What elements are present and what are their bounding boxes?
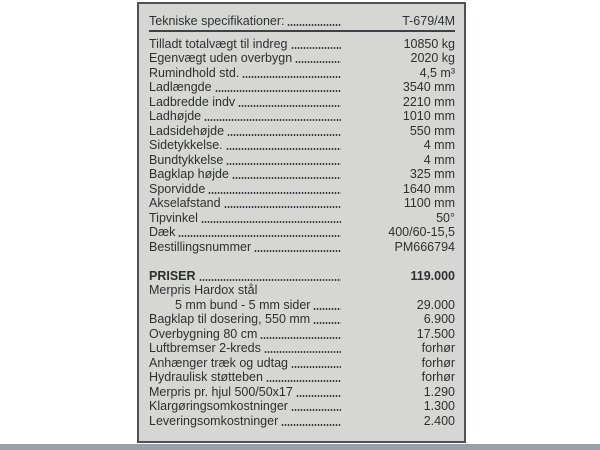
row-label: Merpris pr. hjul 500/50x17 <box>149 384 293 399</box>
table-row <box>149 413 455 428</box>
row-label-wrap <box>149 298 342 312</box>
dotted-leader <box>291 409 341 411</box>
dotted-leader <box>204 119 341 121</box>
dotted-leader <box>266 380 341 382</box>
dotted-leader <box>227 134 341 136</box>
row-label: Sporvidde <box>149 181 206 196</box>
dotted-leader <box>201 221 341 223</box>
row-label: Ladhøjde <box>149 109 202 123</box>
dotted-leader <box>208 192 341 194</box>
row-value: 1.290 <box>423 384 455 399</box>
row-value: 1010 mm <box>402 109 455 123</box>
row-label: Tilladt totalvægt til indreg <box>149 36 288 51</box>
row-label-wrap <box>149 109 342 123</box>
dotted-leader <box>199 279 341 281</box>
table-row <box>149 36 455 51</box>
row-label: Bagklap højde <box>149 167 229 181</box>
row-label-wrap <box>149 225 342 239</box>
row-label-wrap <box>149 124 342 138</box>
dotted-leader <box>291 47 342 49</box>
table-row <box>149 65 455 80</box>
spec-rows-section <box>149 36 455 254</box>
row-value: 550 mm <box>409 123 455 138</box>
row-value: 119.000 <box>410 268 455 283</box>
table-row <box>149 268 455 283</box>
row-label-wrap <box>149 182 342 196</box>
row-label: Klargøringsomkostninger <box>149 399 288 413</box>
spec-sheet-panel <box>137 2 466 443</box>
row-value: 50° <box>436 210 455 225</box>
row-value: 4 mm <box>423 138 455 152</box>
table-row <box>149 239 455 254</box>
row-label-wrap <box>149 95 342 109</box>
table-row <box>149 326 455 341</box>
row-label-wrap <box>149 356 342 370</box>
row-label-wrap <box>149 399 342 413</box>
dotted-leader <box>178 235 341 237</box>
dotted-leader <box>296 395 341 397</box>
row-label-wrap <box>149 196 342 210</box>
dotted-leader <box>226 148 341 150</box>
row-label-wrap <box>149 37 342 51</box>
dotted-leader <box>295 61 341 63</box>
table-row <box>149 210 455 225</box>
row-label-wrap <box>149 66 342 80</box>
table-row <box>149 384 455 399</box>
row-label-wrap <box>149 211 342 225</box>
row-value: 1.300 <box>423 399 455 413</box>
row-label-wrap <box>149 153 342 167</box>
row-value: 29.000 <box>416 297 455 312</box>
dotted-leader <box>291 366 341 368</box>
row-label-wrap <box>149 240 342 254</box>
row-value: 2210 mm <box>402 94 455 109</box>
row-label-wrap <box>149 283 342 297</box>
dotted-leader <box>254 250 341 252</box>
table-row <box>149 181 455 196</box>
row-label: PRISER <box>149 268 196 283</box>
row-value: 400/60-15,5 <box>388 225 455 239</box>
row-label-wrap <box>149 312 342 326</box>
table-row <box>149 138 455 153</box>
row-value: 3540 mm <box>402 80 455 94</box>
table-row <box>149 94 455 109</box>
row-label: Dæk <box>149 225 176 239</box>
row-label: Luftbremser 2-kreds <box>149 341 261 355</box>
table-row <box>149 283 455 298</box>
row-label: Ladsidehøjde <box>149 123 225 138</box>
row-value: 4,5 m³ <box>419 65 455 80</box>
row-label: Overbygning 80 cm <box>149 326 258 341</box>
dotted-leader <box>260 337 341 339</box>
dotted-leader <box>281 424 341 426</box>
table-row <box>149 355 455 370</box>
row-value: forhør <box>421 355 455 370</box>
row-label: Ladbredde indv <box>149 94 236 109</box>
dotted-leader <box>264 351 341 353</box>
row-value: forhør <box>421 341 455 355</box>
table-row <box>149 312 455 327</box>
row-value: 10850 kg <box>403 36 455 51</box>
row-label: Hydraulisk støtteben <box>149 370 263 384</box>
table-row <box>149 341 455 356</box>
row-label: Bestillingsnummer <box>149 239 252 254</box>
dotted-leader <box>224 206 341 208</box>
header-label: Tekniske specifikationer: <box>149 14 285 28</box>
row-label: Bagklap til dosering, 550 mm <box>149 312 311 326</box>
row-value: 1640 mm <box>402 181 455 196</box>
row-label: Merpris Hardox stål <box>149 283 258 297</box>
row-label-wrap <box>149 80 342 94</box>
table-row <box>149 152 455 167</box>
row-label-wrap <box>149 341 342 355</box>
dotted-leader <box>232 177 341 179</box>
row-value: 2.400 <box>423 413 455 428</box>
spec-sheet-header-row <box>149 11 455 32</box>
table-row <box>149 399 455 414</box>
row-label-wrap <box>149 414 342 428</box>
row-label: Sidetykkelse. <box>149 138 223 152</box>
dotted-leader <box>287 24 341 26</box>
row-value: 4 mm <box>423 152 455 167</box>
row-label: Bundtykkelse <box>149 152 224 167</box>
header-label-wrap <box>149 14 342 28</box>
section-spacer <box>149 254 455 269</box>
table-row <box>149 109 455 124</box>
row-label: Leveringsomkostninger <box>149 413 279 428</box>
row-value: 2020 kg <box>410 51 455 65</box>
table-row <box>149 225 455 240</box>
row-label: Akselafstand <box>149 196 221 210</box>
table-row <box>149 297 455 312</box>
row-label-wrap <box>149 167 342 181</box>
header-model-value: T-679/4M <box>402 14 455 28</box>
row-label: Egenvægt uden overbygn <box>149 51 293 65</box>
row-value: PM666794 <box>394 239 455 254</box>
table-row <box>149 370 455 385</box>
row-label-wrap <box>149 327 342 341</box>
row-label: Rumindhold std. <box>149 65 240 80</box>
row-label: Anhænger træk og udtag <box>149 355 288 370</box>
row-label-wrap <box>149 385 342 399</box>
row-value: forhør <box>421 370 455 384</box>
row-label-wrap <box>149 370 342 384</box>
dotted-leader <box>242 76 341 78</box>
dotted-leader <box>215 90 341 92</box>
table-row <box>149 196 455 211</box>
table-row <box>149 51 455 66</box>
dotted-leader <box>238 105 341 107</box>
row-value: 325 mm <box>409 167 455 181</box>
bottom-edge-band <box>0 444 600 450</box>
row-label-wrap <box>149 51 342 65</box>
row-label-wrap <box>149 138 342 152</box>
table-row <box>149 167 455 182</box>
row-value: 1100 mm <box>403 196 455 210</box>
dotted-leader <box>313 322 341 324</box>
dotted-leader <box>226 163 341 165</box>
row-label: Tipvinkel <box>149 210 198 225</box>
price-rows-section <box>149 268 455 428</box>
row-label-wrap <box>149 269 342 283</box>
table-row <box>149 123 455 138</box>
table-row <box>149 80 455 95</box>
row-value: 6.900 <box>423 312 455 326</box>
row-label: 5 mm bund - 5 mm sider <box>175 297 311 312</box>
row-value: 17.500 <box>416 326 455 341</box>
dotted-leader <box>313 308 341 310</box>
row-label: Ladlængde <box>149 80 212 94</box>
